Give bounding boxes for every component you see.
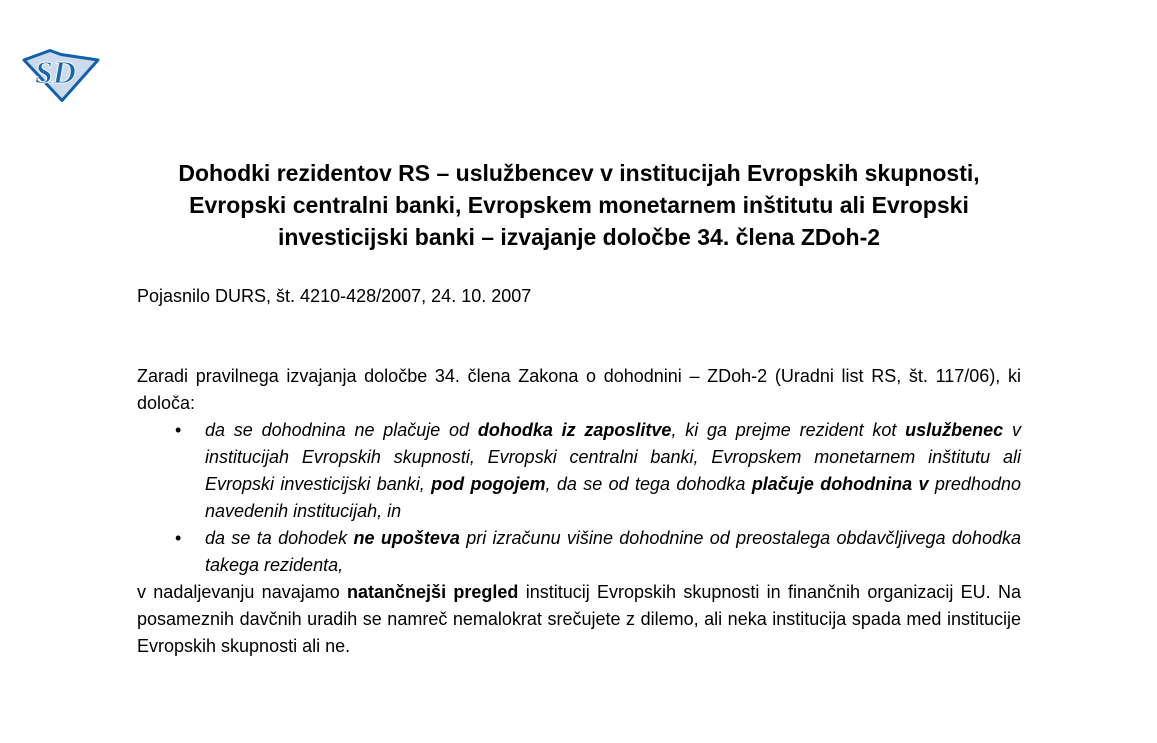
bullet-item <box>137 525 1021 579</box>
document-title: Dohodki rezidentov RS – uslužbencev v institucijah Evropskih skupnosti, Evropski centralni banki, Evropskem monetarnem inštitutu ali Evropski investicijski banki – izvajanje določbe 34. člena ZDoh-2 <box>178 160 980 250</box>
bullet-marker-icon: • <box>175 528 182 548</box>
logo-letters: SD <box>35 54 76 90</box>
bullet-text: da se ta dohodek ne upošteva pri izračunu višine dohodnine od preostalega obdavčljivega dohodka takega rezidenta, <box>205 528 1021 575</box>
bullet-item <box>137 417 1021 525</box>
closing-paragraph: v nadaljevanju navajamo natančnejši pregled institucij Evropskih skupnosti in finančnih organizacij EU. Na posameznih davčnih uradih se namreč nemalokrat srečujete z dilemo, ali neka institucija spada med institucije Evropskih skupnosti ali ne. <box>137 582 1021 656</box>
bullet-marker-icon: • <box>175 420 182 440</box>
intro-paragraph: Zaradi pravilnega izvajanja določbe 34. člena Zakona o dohodnini – ZDoh-2 (Uradni list RS, št. 117/06), ki določa: <box>137 366 1021 413</box>
sd-shield-icon <box>22 47 100 103</box>
bullet-text: da se dohodnina ne plačuje od dohodka iz zaposlitve, ki ga prejme rezident kot uslužbenec v institucijah Evropskih skupnosti, Evropski centralni banki, Evropskem monetarnem inštitutu ali Evropski investicijski banki, pod pogojem, da se od tega dohodka plačuje dohodnina v predhodno navedenih institucijah, in <box>205 420 1021 521</box>
reference-line: Pojasnilo DURS, št. 4210-428/2007, 24. 10. 2007 <box>137 286 532 306</box>
sd-logo <box>22 47 100 103</box>
document-content <box>137 157 1021 660</box>
bullet-list <box>137 417 1021 579</box>
